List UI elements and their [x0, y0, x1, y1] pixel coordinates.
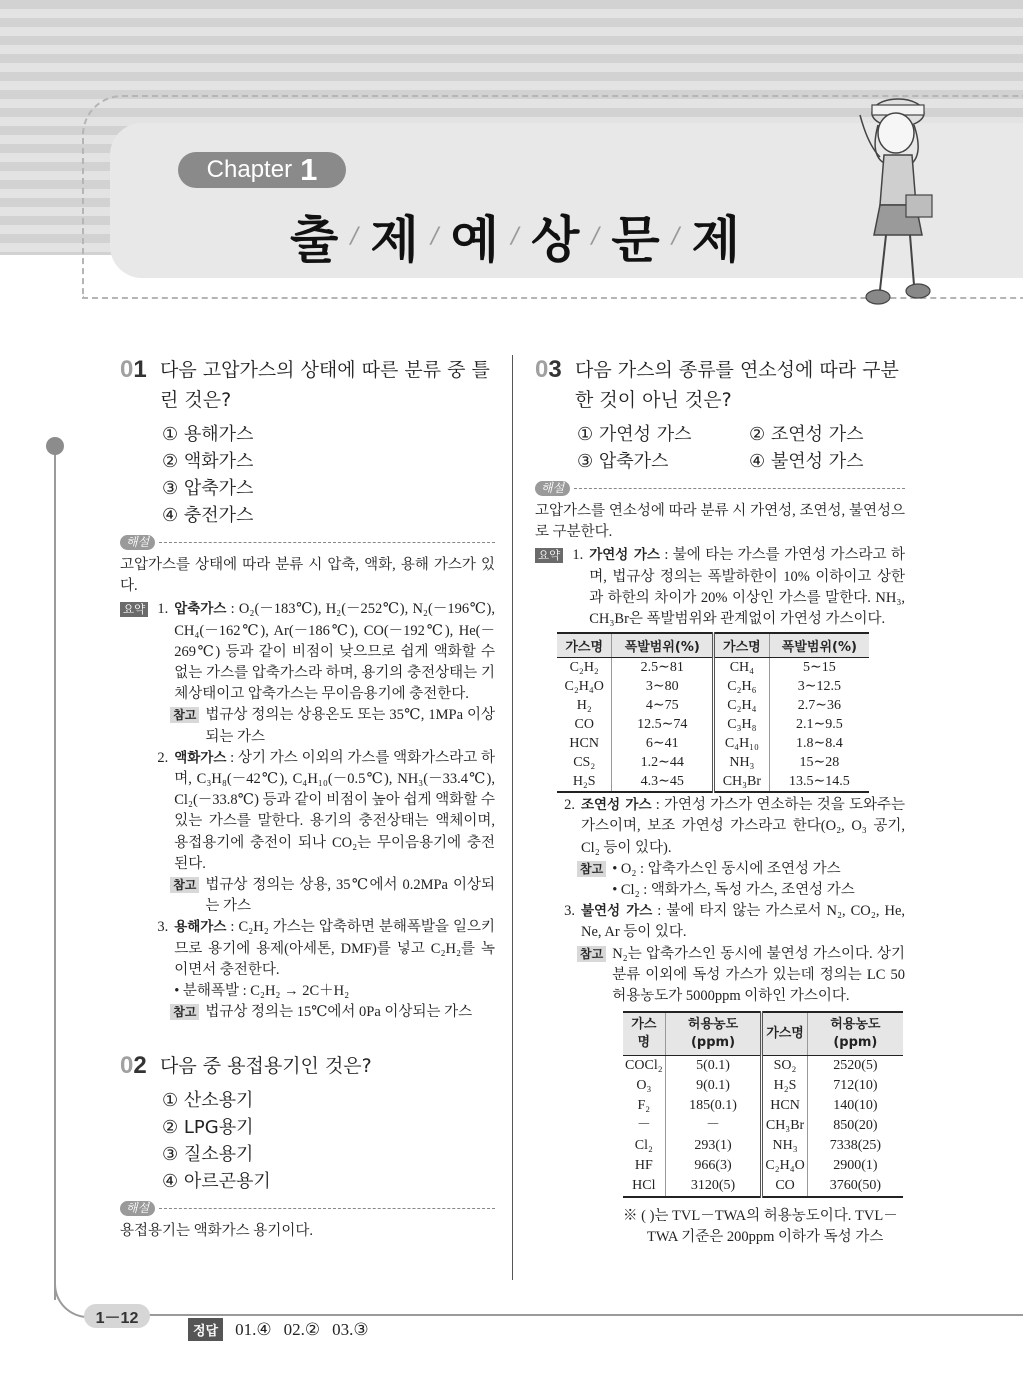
keyword: 불연성 가스: [581, 903, 653, 920]
answer-item: 02.②: [283, 1319, 321, 1339]
title-separator: /: [671, 223, 680, 249]
table-row: CO 12.5∼74 C₃H₈ 2.1∼9.5: [557, 715, 869, 734]
column-divider: [512, 355, 513, 1280]
question-1: [120, 355, 495, 415]
options-list: [577, 421, 905, 475]
table-row: HF 966(3) C₂H₄O 2900(1): [623, 1156, 903, 1176]
solution-label: 해설: [120, 1201, 155, 1216]
explanation: 용접용기는 액화가스 용기이다.: [120, 1223, 313, 1240]
note-label: 참고: [170, 1004, 199, 1020]
question-number: 02: [120, 1052, 147, 1080]
title-char: 예: [450, 211, 499, 269]
note: 참고 N₂는 압축가스인 동시에 불연성 가스이다. 상기 분류 이외에 독성 가스가 있는데 정의는 LC 50 허용농도가 5000ppm 이하인 가스이다.: [577, 944, 905, 1008]
option[interactable]: ③ 질소용기: [162, 1144, 254, 1166]
table-row: C₂H₂ 2.5∼81 CH₄ 5∼15: [557, 658, 869, 678]
question-text: 다음 고압가스의 상태에 따른 분류 중 틀린 것은?: [160, 359, 490, 411]
note-label: 참고: [577, 861, 606, 877]
solution-label: 해설: [120, 535, 155, 550]
title-char: 출: [290, 211, 339, 269]
table-row: H₂S 4.3∼45 CH₃Br 13.5∼14.5: [557, 772, 869, 792]
toxic-gas-table: [623, 1011, 903, 1198]
option[interactable]: ② LPG용기: [162, 1117, 254, 1139]
question-text: 다음 가스의 종류를 연소성에 따라 구분한 것이 아닌 것은?: [575, 359, 899, 411]
summary-block: [535, 545, 905, 630]
summary-label: 요약: [535, 548, 563, 563]
option[interactable]: ② 조연성 가스: [749, 424, 864, 445]
title-char: 제: [691, 211, 740, 269]
options-list: [162, 421, 495, 529]
keyword: 액화가스: [174, 749, 227, 766]
page-title: [290, 200, 740, 272]
option[interactable]: ① 용해가스: [162, 424, 254, 445]
solution-header: [120, 1199, 495, 1217]
keyword: 가연성 가스: [589, 547, 660, 564]
mascot-illustration: [840, 85, 950, 315]
note: 참고 법규상 정의는 상용, 35℃에서 0.2MPa 이상되는 가스: [170, 875, 495, 917]
summary-item: 3. 용해가스 : C₂H₂ 가스는 압축하면 분해폭발을 일으키므로 용기에 용제(아세톤, DMF)를 넣고 C₂H₂를 녹이면서 충전한다. • 분해폭발 : C₂H₂ → 2C＋H₂: [154, 917, 495, 1002]
option[interactable]: ③ 압축가스: [577, 451, 669, 472]
dashed-divider: [159, 1208, 495, 1209]
summary-item: 1. 압축가스 : O₂(－183℃), H₂(－252℃), N₂(－196℃), CH₄(－162℃), Ar(－186℃), CO(－192℃), He(－269℃) 등과 같이 비점이 낮으므로 쉽게 액화할 수 없는 가스를 압축가스라 하며, 용기의 충전상태는 기체상태이고 압축가스는 무이음용기에 충전한다.: [157, 601, 495, 703]
table-row: Cl₂ 293(1) NH₃ 7338(25): [623, 1136, 903, 1156]
bullet-line: • 분해폭발 : C₂H₂ → 2C＋H₂: [174, 983, 350, 1000]
column-header: 허용농도 (ppm): [807, 1012, 903, 1056]
option[interactable]: ④ 불연성 가스: [749, 451, 864, 472]
answer-key: [188, 1318, 369, 1341]
answer-label: 정답: [188, 1318, 223, 1341]
note-label: 참고: [170, 877, 199, 893]
column-header: 가스명: [762, 1012, 807, 1056]
title-separator: /: [430, 223, 439, 249]
table-row: C₂H₄O 3∼80 C₂H₆ 3∼12.5: [557, 677, 869, 696]
option[interactable]: ④ 아르곤용기: [162, 1171, 271, 1193]
column-header: 폭발범위(%): [612, 633, 714, 658]
table-row: HCl 3120(5) CO 3760(50): [623, 1176, 903, 1197]
note-label: 참고: [577, 946, 606, 962]
summary-item: 2. 조연성 가스 : 가연성 가스가 연소하는 것을 도와주는 가스이며, 보조 가연성 가스라고 한다(O₂, O₃ 공기, Cl₂ 등이 있다).: [564, 797, 906, 856]
solution-header: [535, 479, 905, 497]
question-number: 03: [535, 356, 562, 383]
chapter-number: 1: [300, 152, 318, 187]
table-row: － － CH₃Br 850(20): [623, 1116, 903, 1136]
rail-dot: [46, 437, 64, 455]
note: 참고 • O₂ : 압축가스인 동시에 조연성 가스 • Cl₂ : 액화가스, 독성 가스, 조연성 가스: [577, 859, 905, 901]
explanation: 고압가스를 상태에 따라 분류 시 압축, 액화, 용해 가스가 있다.: [120, 557, 495, 595]
table-row: HCN 6∼41 C₄H₁₀ 1.8∼8.4: [557, 734, 869, 753]
right-column: [535, 355, 905, 1248]
option[interactable]: ① 가연성 가스: [577, 424, 692, 445]
dashed-divider: [159, 542, 495, 543]
note: 참고 법규상 정의는 15℃에서 0Pa 이상되는 가스: [170, 1002, 495, 1023]
page-number: 1－12: [84, 1304, 150, 1328]
answer-item: 01.④: [235, 1319, 272, 1339]
column-header: 가스명: [557, 633, 612, 658]
footer-line: [112, 1314, 1023, 1316]
option[interactable]: ③ 압축가스: [162, 478, 254, 499]
option[interactable]: ② 액화가스: [162, 451, 254, 472]
column-header: 가스명: [623, 1012, 665, 1056]
option[interactable]: ④ 충전가스: [162, 505, 254, 526]
summary-item: 2. 액화가스 : 상기 가스 이외의 가스를 액화가스라고 하며, C₃H₈(－42℃), C₄H₁₀(－0.5℃), NH₃(－33.4℃), Cl₂(－33.8℃) 등과 같이 비점이 높아 쉽게 액화할 수 있는 가스를 말한다. 용기의 충전상태는 액체이며, 용접용기에 충전이 되나 CO₂는 무이음용기에 충전된다.: [157, 749, 495, 872]
question-text: 다음 중 용접용기인 것은?: [160, 1055, 372, 1078]
table-row: F₂ 185(0.1) HCN 140(10): [623, 1096, 903, 1116]
keyword: 조연성 가스: [581, 797, 652, 814]
chapter-badge: [178, 152, 346, 188]
column-header: 허용농도 (ppm): [665, 1012, 762, 1056]
note-label: 참고: [170, 707, 199, 723]
table-row: CS₂ 1.2∼44 NH₃ 15∼28: [557, 753, 869, 772]
title-separator: /: [350, 223, 359, 249]
question-2: [120, 1051, 495, 1081]
table-row: O₃ 9(0.1) H₂S 712(10): [623, 1076, 903, 1096]
title-separator: /: [591, 223, 600, 249]
summary-item: 3. 불연성 가스 : 불에 타지 않는 가스로서 N₂, CO₂, He, Ne, Ar 등이 있다.: [564, 903, 905, 941]
summary-continued: [561, 795, 905, 1007]
explanation: 고압가스를 연소성에 따라 분류 시 가연성, 조연성, 불연성으로 구분한다.: [535, 503, 905, 541]
keyword: 용해가스: [174, 919, 227, 936]
table-row: H₂ 4∼75 C₂H₄ 2.7∼36: [557, 696, 869, 715]
flammable-gas-table: [557, 632, 869, 793]
table-row: COCl₂ 5(0.1) SO₂ 2520(5): [623, 1056, 903, 1077]
dashed-divider: [574, 488, 905, 489]
title-char: 문: [611, 211, 660, 269]
left-rail-line: [54, 445, 56, 1300]
chapter-word: Chapter: [206, 156, 293, 183]
note: 참고 법규상 정의는 상용온도 또는 35℃, 1MPa 이상되는 가스: [170, 705, 495, 747]
left-column: [120, 355, 495, 1243]
keyword: 압축가스: [174, 601, 227, 618]
summary-label: 요약: [120, 602, 148, 617]
footnote: ※ ( )는 TVL－TWA의 허용농도이다. TVL－ TWA 기준은 200ppm 이하가 독성 가스: [623, 1208, 898, 1246]
option[interactable]: ① 산소용기: [162, 1090, 254, 1112]
answer-item: 03.③: [332, 1319, 369, 1339]
column-header: 폭발범위(%): [769, 633, 869, 658]
title-char: 상: [530, 211, 580, 269]
solution-label: 해설: [535, 481, 570, 496]
title-char: 제: [370, 211, 419, 269]
title-separator: /: [511, 223, 519, 249]
question-3: [535, 355, 905, 415]
summary-block: [120, 599, 495, 1023]
summary-item: 1. 가연성 가스 : 불에 타는 가스를 가연성 가스라고 하며, 법규상 정의는 폭발하한이 10% 이하이고 상한과 하한의 차이가 20% 이상인 가스를 말한다. NH₃, CH₃Br은 폭발범위와 관계없이 가연성 가스이다.: [572, 547, 905, 628]
column-header: 가스명: [714, 633, 770, 658]
solution-header: [120, 533, 495, 551]
options-list: [162, 1087, 495, 1195]
question-number: 01: [120, 356, 147, 383]
